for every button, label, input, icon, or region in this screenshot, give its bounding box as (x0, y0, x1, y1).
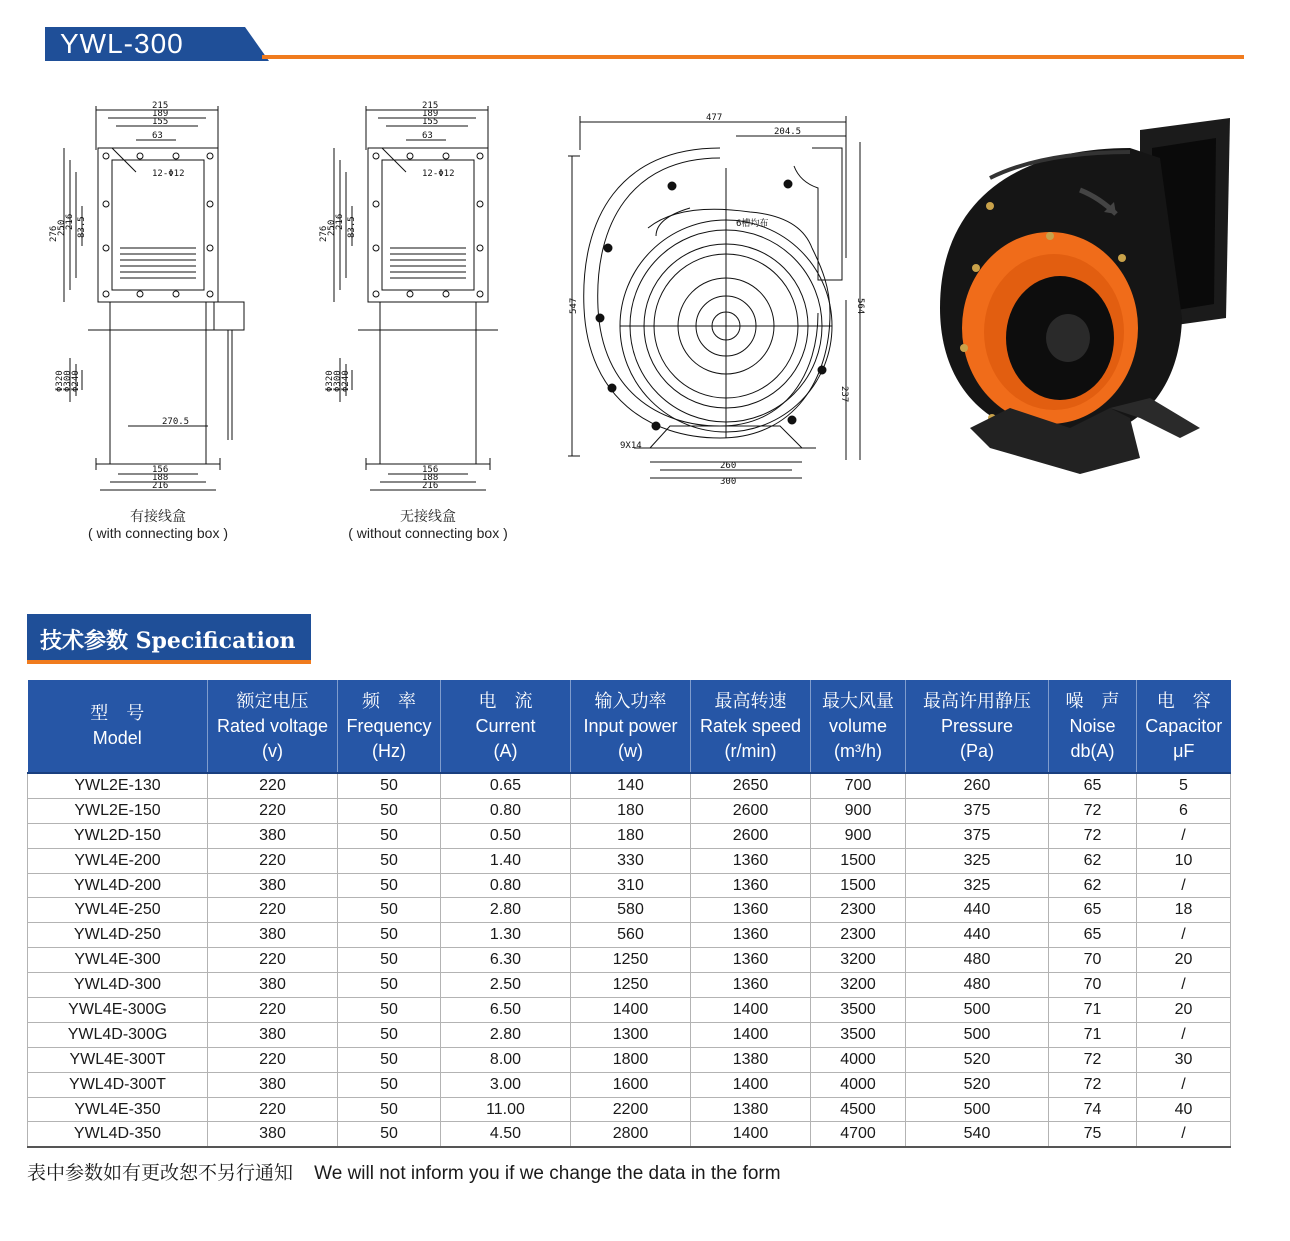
table-cell: 220 (208, 898, 338, 923)
table-cell: 380 (208, 973, 338, 998)
table-cell: 0.80 (441, 873, 571, 898)
table-cell: 50 (338, 848, 441, 873)
table-row (28, 798, 1231, 823)
table-cell: 50 (338, 1072, 441, 1097)
table-cell: 3.00 (441, 1072, 571, 1097)
spec-table-body (28, 773, 1231, 1147)
dim2-216b: 216 (422, 481, 439, 491)
caption-without-box-en: ( without connecting box ) (348, 525, 508, 541)
table-cell: 50 (338, 948, 441, 973)
dim-250: 250 (57, 219, 67, 236)
dim-477: 477 (706, 113, 723, 123)
table-cell: 3200 (811, 948, 906, 973)
table-cell: YWL2E-150 (28, 798, 208, 823)
col-header-speed: 最高转速 Ratek speed (r/min) (691, 680, 811, 773)
table-cell: 50 (338, 898, 441, 923)
table-row (28, 973, 1231, 998)
table-cell: 0.65 (441, 773, 571, 798)
dim2-276: 276 (319, 225, 329, 242)
table-row (28, 898, 1231, 923)
table-cell: 20 (1137, 948, 1231, 973)
table-cell: 375 (906, 823, 1049, 848)
dim-270-5: 270.5 (162, 417, 190, 427)
table-cell: YWL4D-300G (28, 1022, 208, 1047)
col-header-pressure: 最高许用静压 Pressure (Pa) (906, 680, 1049, 773)
table-cell: 2600 (691, 823, 811, 848)
spec-table (27, 680, 1231, 1148)
table-cell: 1380 (691, 1097, 811, 1122)
table-cell: 325 (906, 848, 1049, 873)
table-cell: 560 (571, 923, 691, 948)
footer-note-en: We will not inform you if we change the data in the form (314, 1163, 781, 1184)
table-cell: 2600 (691, 798, 811, 823)
dim2-216: 216 (335, 213, 345, 230)
dim2-83-5: 83.5 (347, 216, 357, 238)
table-cell: 180 (571, 798, 691, 823)
table-cell: 500 (906, 1022, 1049, 1047)
table-cell: 310 (571, 873, 691, 898)
table-cell: 380 (208, 923, 338, 948)
table-cell: 50 (338, 973, 441, 998)
table-cell: 260 (906, 773, 1049, 798)
table-cell: 50 (338, 1097, 441, 1122)
dim-204-5: 204.5 (774, 127, 802, 137)
table-cell: 50 (338, 773, 441, 798)
table-cell: 70 (1049, 973, 1137, 998)
table-cell: 62 (1049, 873, 1137, 898)
dim-63: 63 (152, 131, 163, 141)
table-cell: YWL4E-300G (28, 998, 208, 1023)
drawing-with-box (48, 96, 268, 496)
dim-d240: Φ240 (71, 370, 81, 392)
table-cell: 1.40 (441, 848, 571, 873)
table-cell: 540 (906, 1122, 1049, 1147)
table-cell: 71 (1049, 998, 1137, 1023)
table-cell: 6.50 (441, 998, 571, 1023)
table-cell: 220 (208, 773, 338, 798)
table-cell: 40 (1137, 1097, 1231, 1122)
table-cell: 1250 (571, 973, 691, 998)
table-cell: YWL4D-300T (28, 1072, 208, 1097)
table-cell: 50 (338, 998, 441, 1023)
dim-9x14: 9X14 (620, 441, 642, 451)
table-row (28, 1022, 1231, 1047)
table-cell: 72 (1049, 1072, 1137, 1097)
dim-260: 260 (720, 461, 737, 471)
dim-155: 155 (152, 117, 169, 127)
table-cell: 2.80 (441, 1022, 571, 1047)
table-cell: 10 (1137, 848, 1231, 873)
caption-with-box-en: ( with connecting box ) (87, 525, 229, 541)
table-cell: 50 (338, 873, 441, 898)
dim-300: 300 (720, 477, 737, 487)
table-cell: 1600 (571, 1072, 691, 1097)
table-cell: 72 (1049, 823, 1137, 848)
table-cell: 220 (208, 848, 338, 873)
table-cell: 72 (1049, 1047, 1137, 1072)
table-cell: 330 (571, 848, 691, 873)
table-cell: 220 (208, 1097, 338, 1122)
dim2-156: 156 (422, 465, 439, 475)
table-cell: 4500 (811, 1097, 906, 1122)
table-cell: 65 (1049, 898, 1137, 923)
col-header-power: 输入功率 Input power (w) (571, 680, 691, 773)
caption-with-box-cn: 有接线盒 (130, 508, 186, 524)
table-cell: YWL2E-130 (28, 773, 208, 798)
table-cell: 4000 (811, 1072, 906, 1097)
table-cell: YWL4D-200 (28, 873, 208, 898)
table-cell: YWL4D-250 (28, 923, 208, 948)
dim-547: 547 (569, 297, 579, 314)
dim2-d320: Φ320 (325, 370, 335, 392)
table-cell: 50 (338, 823, 441, 848)
caption-with-box (58, 508, 258, 542)
table-cell: 6 (1137, 798, 1231, 823)
table-cell: 2200 (571, 1097, 691, 1122)
table-cell: 1360 (691, 973, 811, 998)
table-cell: 480 (906, 973, 1049, 998)
table-cell: 220 (208, 798, 338, 823)
table-row (28, 823, 1231, 848)
col-header-frequency: 频 率 Frequency (Hz) (338, 680, 441, 773)
product-photo (930, 118, 1230, 478)
col-header-model: 型 号 Model (28, 680, 208, 773)
table-cell: 1800 (571, 1047, 691, 1072)
table-cell: 72 (1049, 798, 1137, 823)
table-cell: 2.50 (441, 973, 571, 998)
dim-d300: Φ300 (63, 370, 73, 392)
dim2-188: 188 (422, 473, 439, 483)
table-row (28, 923, 1231, 948)
footer-note-cn: 表中参数如有更改恕不另行通知 (27, 1163, 294, 1184)
table-cell: 1360 (691, 898, 811, 923)
table-cell: / (1137, 923, 1231, 948)
table-cell: 500 (906, 1097, 1049, 1122)
col-header-current: 电 流 Current (A) (441, 680, 571, 773)
table-cell: 520 (906, 1072, 1049, 1097)
col-header-capacitor: 电 容 Capacitor μF (1137, 680, 1231, 773)
table-cell: YWL4E-200 (28, 848, 208, 873)
table-cell: 65 (1049, 923, 1137, 948)
dim-188: 188 (152, 473, 169, 483)
table-cell: 440 (906, 923, 1049, 948)
table-cell: 1400 (691, 998, 811, 1023)
dim-d320: Φ320 (55, 370, 65, 392)
table-cell: 380 (208, 1122, 338, 1147)
dim-216b: 216 (152, 481, 169, 491)
table-row (28, 848, 1231, 873)
page-title: YWL-300 (60, 28, 184, 59)
dim2-d240: Φ240 (341, 370, 351, 392)
table-row (28, 1072, 1231, 1097)
table-cell: 1400 (691, 1022, 811, 1047)
table-cell: 8.00 (441, 1047, 571, 1072)
table-cell: 4000 (811, 1047, 906, 1072)
table-cell: 220 (208, 998, 338, 1023)
table-cell: 4.50 (441, 1122, 571, 1147)
table-cell: 375 (906, 798, 1049, 823)
table-cell: 74 (1049, 1097, 1137, 1122)
table-cell: 380 (208, 823, 338, 848)
table-cell: YWL2D-150 (28, 823, 208, 848)
table-cell: 580 (571, 898, 691, 923)
table-cell: 20 (1137, 998, 1231, 1023)
table-cell: 1380 (691, 1047, 811, 1072)
hole-label-2: 12-Φ12 (422, 169, 455, 179)
table-row (28, 1122, 1231, 1147)
drawing-without-box (318, 96, 518, 496)
dim-564: 564 (855, 298, 865, 315)
table-row (28, 998, 1231, 1023)
table-cell: 1400 (691, 1072, 811, 1097)
drawing-front-view (560, 108, 890, 498)
table-row (28, 873, 1231, 898)
table-cell: 700 (811, 773, 906, 798)
table-cell: 65 (1049, 773, 1137, 798)
table-cell: 480 (906, 948, 1049, 973)
hole-label: 12-Φ12 (152, 169, 185, 179)
table-cell: 1.30 (441, 923, 571, 948)
dim-189: 189 (152, 109, 169, 119)
table-cell: / (1137, 1072, 1231, 1097)
table-cell: 11.00 (441, 1097, 571, 1122)
table-cell: 1360 (691, 873, 811, 898)
caption-without-box (318, 508, 538, 542)
table-cell: 50 (338, 923, 441, 948)
table-cell: 380 (208, 1072, 338, 1097)
table-cell: 500 (906, 998, 1049, 1023)
spec-header-row (28, 680, 1231, 773)
table-cell: 140 (571, 773, 691, 798)
table-cell: 70 (1049, 948, 1137, 973)
table-cell: 220 (208, 1047, 338, 1072)
table-cell: 5 (1137, 773, 1231, 798)
inner-label: 6槽均布 (736, 219, 769, 229)
table-cell: 2800 (571, 1122, 691, 1147)
table-cell: 2300 (811, 898, 906, 923)
table-cell: 180 (571, 823, 691, 848)
col-header-noise: 噪 声 Noise db(A) (1049, 680, 1137, 773)
table-cell: 1360 (691, 848, 811, 873)
table-cell: / (1137, 823, 1231, 848)
table-cell: 50 (338, 1122, 441, 1147)
table-cell: YWL4E-250 (28, 898, 208, 923)
table-row (28, 1097, 1231, 1122)
table-cell: YWL4E-300 (28, 948, 208, 973)
table-cell: 75 (1049, 1122, 1137, 1147)
dim2-63: 63 (422, 131, 433, 141)
table-cell: 1500 (811, 873, 906, 898)
table-cell: 50 (338, 1047, 441, 1072)
table-cell: 62 (1049, 848, 1137, 873)
col-header-volume: 最大风量 volume (m³/h) (811, 680, 906, 773)
table-row (28, 773, 1231, 798)
table-cell: 6.30 (441, 948, 571, 973)
dim-276: 276 (49, 225, 59, 242)
table-cell: 50 (338, 1022, 441, 1047)
table-cell: 0.50 (441, 823, 571, 848)
table-cell: / (1137, 1022, 1231, 1047)
table-cell: YWL4D-300 (28, 973, 208, 998)
dim-237: 237 (839, 386, 849, 403)
table-cell: / (1137, 873, 1231, 898)
dim-215: 215 (152, 101, 169, 111)
table-cell: 18 (1137, 898, 1231, 923)
dim2-155: 155 (422, 117, 439, 127)
table-cell: 2.80 (441, 898, 571, 923)
table-cell: 1400 (571, 998, 691, 1023)
table-cell: 1250 (571, 948, 691, 973)
dim-83-5: 83.5 (77, 216, 87, 238)
table-cell: YWL4E-300T (28, 1047, 208, 1072)
dim-156: 156 (152, 465, 169, 475)
caption-without-box-cn: 无接线盒 (400, 508, 456, 524)
table-cell: / (1137, 1122, 1231, 1147)
table-cell: 1360 (691, 948, 811, 973)
dim2-215: 215 (422, 101, 439, 111)
header-rule (262, 55, 1244, 59)
dim2-189: 189 (422, 109, 439, 119)
table-cell: 4700 (811, 1122, 906, 1147)
table-cell: 3500 (811, 998, 906, 1023)
table-cell: 900 (811, 823, 906, 848)
table-cell: 3200 (811, 973, 906, 998)
table-cell: 3500 (811, 1022, 906, 1047)
table-cell: / (1137, 973, 1231, 998)
table-cell: 220 (208, 948, 338, 973)
table-cell: 2650 (691, 773, 811, 798)
table-cell: 380 (208, 1022, 338, 1047)
dim2-250: 250 (327, 219, 337, 236)
table-cell: 1500 (811, 848, 906, 873)
table-cell: 71 (1049, 1022, 1137, 1047)
table-row (28, 1047, 1231, 1072)
table-cell: 1300 (571, 1022, 691, 1047)
table-row (28, 948, 1231, 973)
footer-note (27, 1158, 781, 1185)
dim-216: 216 (65, 213, 75, 230)
table-cell: 520 (906, 1047, 1049, 1072)
table-cell: 380 (208, 873, 338, 898)
dim2-d300: Φ300 (333, 370, 343, 392)
spec-title: 技术参数 Specification (40, 628, 296, 654)
table-cell: 325 (906, 873, 1049, 898)
col-header-voltage: 额定电压 Rated voltage (v) (208, 680, 338, 773)
table-cell: 50 (338, 798, 441, 823)
table-cell: 2300 (811, 923, 906, 948)
table-cell: YWL4E-350 (28, 1097, 208, 1122)
table-cell: 440 (906, 898, 1049, 923)
table-cell: 900 (811, 798, 906, 823)
table-cell: YWL4D-350 (28, 1122, 208, 1147)
table-cell: 1400 (691, 1122, 811, 1147)
table-cell: 1360 (691, 923, 811, 948)
table-cell: 30 (1137, 1047, 1231, 1072)
table-cell: 0.80 (441, 798, 571, 823)
